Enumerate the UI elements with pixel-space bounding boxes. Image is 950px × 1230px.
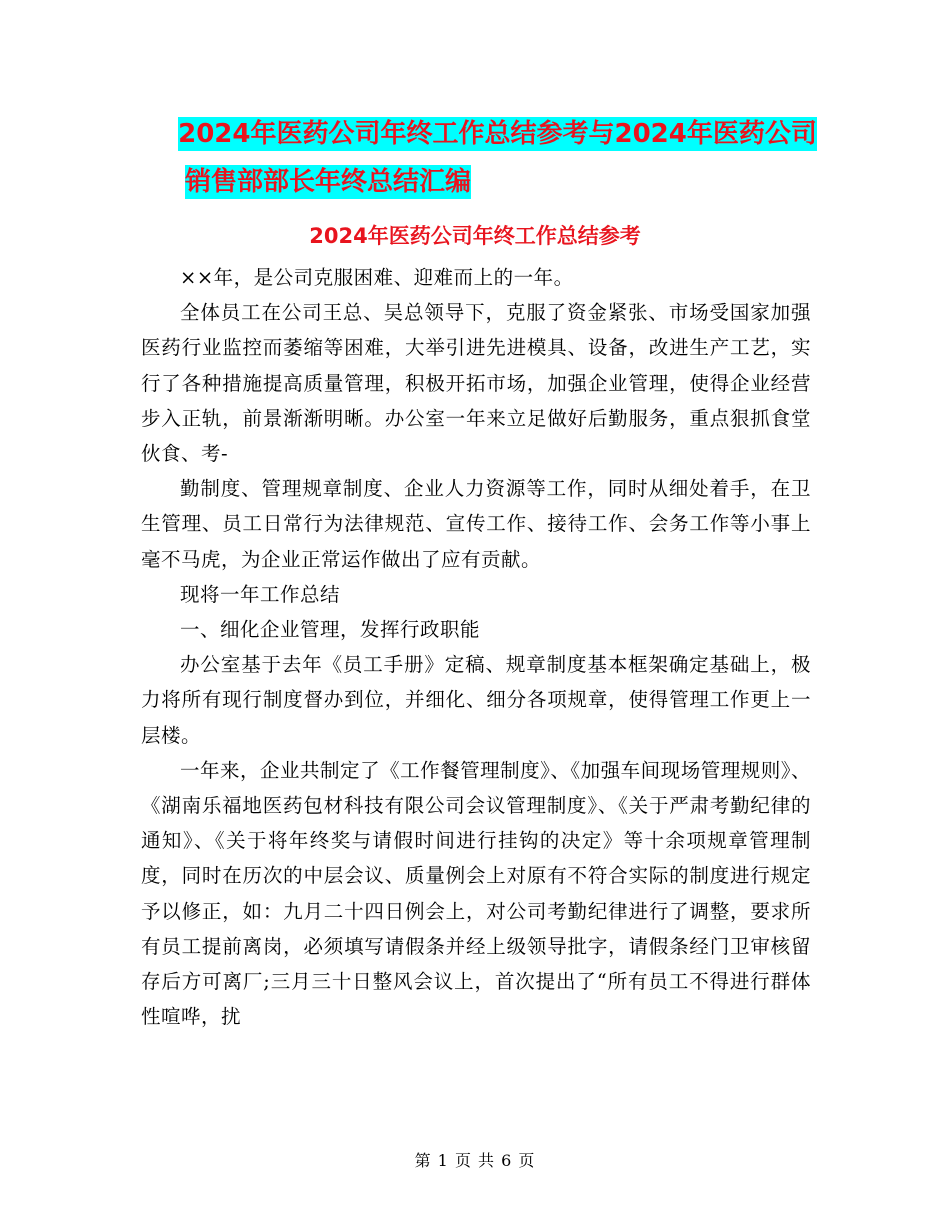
section-title: 2024年医药公司年终工作总结参考 [309, 224, 641, 248]
paragraph: 全体员工在公司王总、吴总领导下，克服了资金紧张、市场受国家加强医药行业监控而萎缩等困难，大举引进先进模具、设备，改进生产工艺，实行了各种措施提高质量管理，积极开拓市场，加强企业管理，使得企业经营步入正轨，前景渐渐明晰。办公室一年来立足做好后勤服务，重点狠抓食堂伙食、考- [141, 301, 811, 466]
paragraph: ××年，是公司克服困难、迎难而上的一年。 [180, 266, 574, 289]
title-line-1: 2024年医药公司年终工作总结参考与2024年医药公司 [178, 119, 817, 149]
document-title [0, 112, 950, 204]
paragraph: 办公室基于去年《员工手册》定稿、规章制度基本框架确定基础上，极力将所有现行制度督办到位，并细化、细分各项规章，使得管理工作更上一层楼。 [141, 653, 811, 747]
page-footer: 第 1 页 共 6 页 [414, 1151, 536, 1170]
document-body [141, 260, 811, 1034]
paragraph: 现将一年工作总结 [180, 582, 341, 606]
paragraph: 一年来，企业共制定了《工作餐管理制度》、《加强车间现场管理规则》、《湖南乐福地医药包材科技有限公司会议管理制度》、《关于严肃考勤纪律的通知》、《关于将年终奖与请假时间进行挂钩的决定》等十余项规章管理制度，同时在历次的中层会议、质量例会上对原有不符合实际的制度进行规定予以修正，如：九月二十四日例会上，对公司考勤纪律进行了调整，要求所有员工提前离岗，必须填写请假条并经上级领导批字，请假条经门卫审核留存后方可离厂;三月三十日整风会议上，首次提出了“所有员工不得进行群体性喧哗，扰 [141, 758, 811, 1029]
paragraph: 勤制度、管理规章制度、企业人力资源等工作，同时从细处着手，在卫生管理、员工日常行为法律规范、宣传工作、接待工作、会务工作等小事上毫不马虎，为企业正常运作做出了应有贡献。 [141, 477, 811, 571]
title-line-2: 销售部部长年终总结汇编 [185, 167, 472, 197]
paragraph: 一、细化企业管理，发挥行政职能 [180, 618, 481, 642]
